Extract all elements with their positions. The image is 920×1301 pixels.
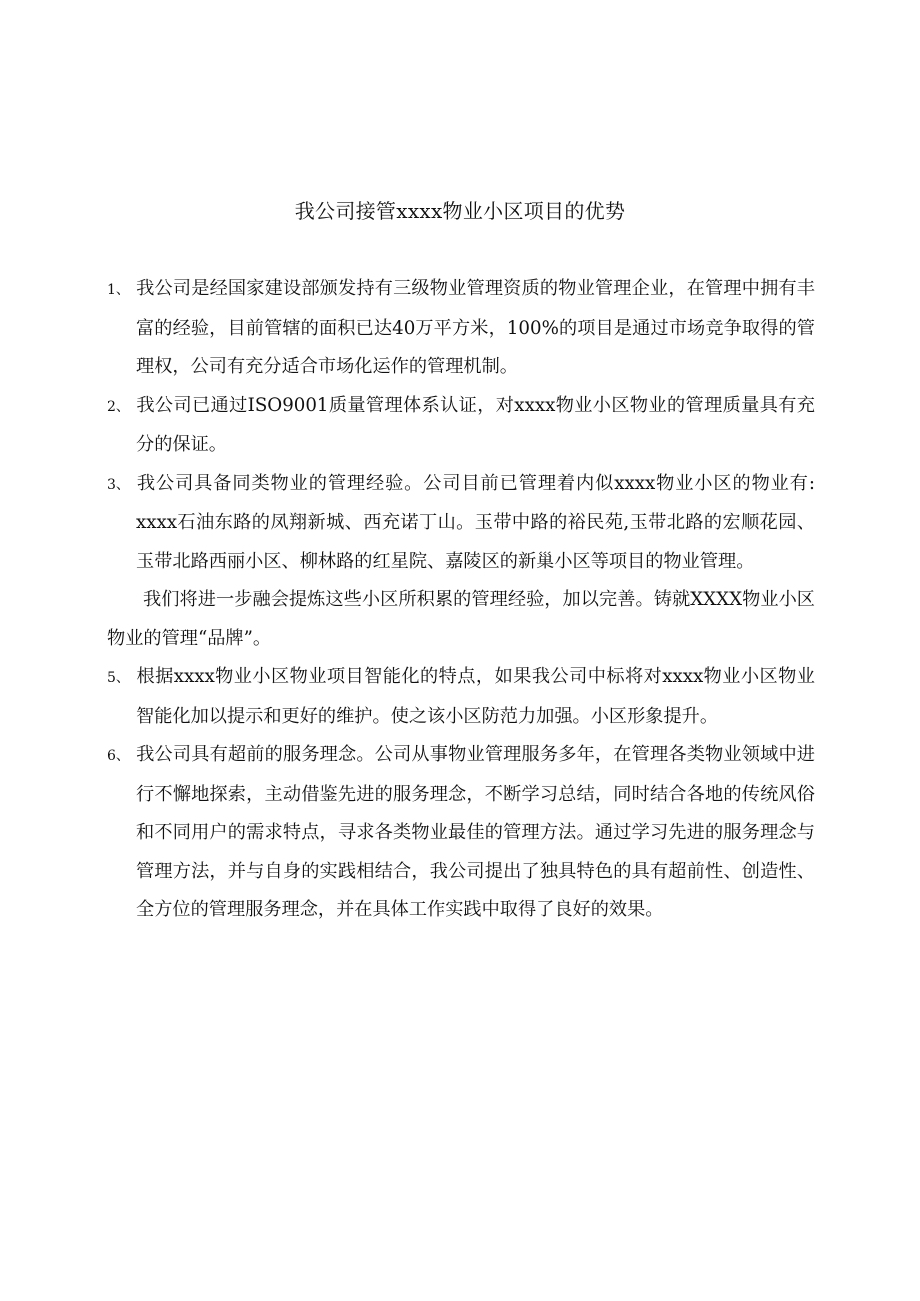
list-item-3 — [107, 465, 815, 582]
item-text: 根据xxxx物业小区物业项目智能化的特点，如果我公司中标将对xxxx物业小区物业智能化加以提示和更好的维护。使之该小区防范力加强。小区形象提升。 — [136, 666, 815, 727]
item-number: 2、 — [107, 398, 130, 415]
item-text: 我公司已通过ISO9001质量管理体系认证，对xxxx物业小区物业的管理质量具有充分的保证。 — [136, 394, 815, 455]
list-item-1 — [107, 270, 815, 387]
item-number: 6、 — [107, 748, 130, 764]
summary-paragraph: 我们将进一步融会提炼这些小区所积累的管理经验，加以完善。铸就XXXX物业小区物业的管理“品牌”。 — [107, 589, 815, 649]
item-number: 5、 — [107, 670, 130, 686]
item-text: 我公司具备同类物业的管理经验。公司目前已管理着内似xxxx物业小区的物业有: xxxx石油东路的凤翔新城、西充诺丁山。玉带中路的裕民苑,玉带北路的宏顺花园、玉带北路西丽小区、柳林路的红星院、嘉陵区的新巢小区等项目的物业管理。 — [136, 472, 815, 572]
list-item-5 — [107, 658, 815, 736]
item-text: 我公司是经国家建设部颁发持有三级物业管理资质的物业管理企业，在管理中拥有丰富的经验，目前管辖的面积已达40万平方米，100%的项目是通过市场竞争取得的管理权，公司有充分适合市场化运作的管理机制。 — [136, 278, 815, 377]
list-item-2 — [107, 387, 815, 465]
list-item-6 — [107, 736, 815, 930]
item-text: 我公司具有超前的服务理念。公司从事物业管理服务多年，在管理各类物业领域中进行不懈地探索，主动借鉴先进的服务理念，不断学习总结，同时结合各地的传统风俗和不同用户的需求特点，寻求各类物业最佳的管理方法。通过学习先进的服务理念与管理方法，并与自身的实践相结合，我公司提出了独具特色的具有超前性、创造性、全方位的管理服务理念，并在具体工作实践中取得了良好的效果。 — [136, 744, 815, 920]
document-body — [107, 270, 815, 930]
item-number: 3、 — [107, 476, 130, 493]
item-number: 1、 — [107, 282, 130, 298]
document-title: 我公司接管xxxx物业小区项目的优势 — [294, 199, 626, 223]
